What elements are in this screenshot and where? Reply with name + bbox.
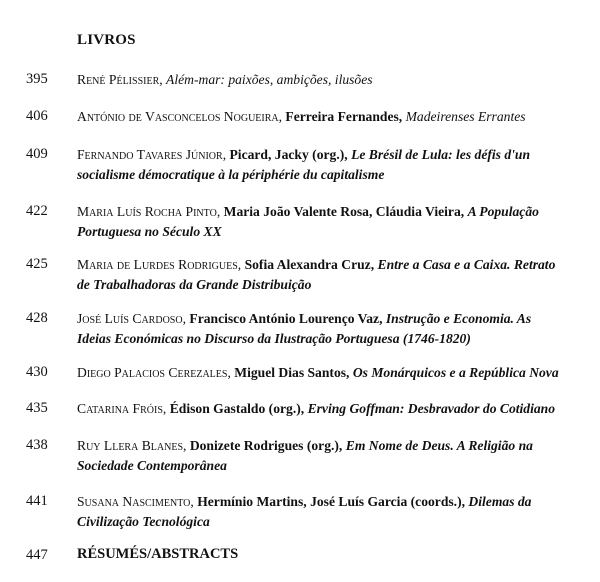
page-number: 425: [26, 256, 48, 272]
entry-text: Diego Palacios Cerezales, Miguel Dias Santos, Os Monárquicos e a República Nova: [77, 365, 559, 380]
page-number: 438: [26, 437, 48, 453]
book-title-line1: Le Brésil de Lula: les défis d'un: [351, 147, 531, 162]
entry-text: René Pélissier, Além-mar: paixões, ambições, ilusões: [77, 72, 373, 87]
entry-text: José Luís Cardoso, Francisco António Lourenço Vaz, Instrução e Economia. As Ideias Económicas no Discurso da Ilustração Portuguesa (1746-1820): [77, 309, 577, 349]
reviewer-name: José Luís Cardoso: [77, 311, 183, 326]
reviewer-name: Susana Nascimento: [77, 494, 191, 509]
reviewer-name: René Pélissier: [77, 72, 160, 87]
entry-text: Maria Luís Rocha Pinto, Maria João Valente Rosa, Cláudia Vieira, A População Portuguesa no Século XX: [77, 202, 577, 242]
page-number: 428: [26, 310, 48, 326]
entry-text: Maria de Lurdes Rodrigues, Sofia Alexandra Cruz, Entre a Casa e a Caixa. Retrato de Trabalhadoras da Grande Distribuição: [77, 255, 577, 295]
book-authors: Maria João Valente Rosa, Cláudia Vieira,: [223, 204, 465, 219]
book-title-line2: Ideias Económicas no Discurso da Ilustração Portuguesa (1746-1820): [77, 331, 471, 346]
book-title-line2: Civilização Tecnológica: [77, 514, 210, 529]
footer-section-title: RÉSUMÉS/ABSTRACTS: [77, 546, 239, 562]
book-title: Erving Goffman: Desbravador do Cotidiano: [307, 401, 556, 416]
book-title: Madeirenses Errantes: [405, 109, 526, 124]
book-title-line1: Em Nome de Deus. A Religião na: [345, 438, 533, 453]
reviewer-name: Catarina Fróis: [77, 401, 163, 416]
page-number: 409: [26, 146, 48, 162]
book-title-line2: socialisme démocratique à la périphérie du capitalisme: [77, 167, 385, 182]
book-title-line2: Portuguesa no Século XX: [77, 224, 222, 239]
footer-page-number: 447: [26, 547, 48, 563]
reviewer-name: Fernando Tavares Júnior: [77, 147, 223, 162]
reviewer-name: António de Vasconcelos Nogueira: [77, 109, 279, 124]
page-number: 430: [26, 364, 48, 380]
page-number: 406: [26, 108, 48, 124]
book-title-line1: Dilemas da: [468, 494, 532, 509]
reviewer-name: Diego Palacios Cerezales: [77, 365, 228, 380]
entry-text: Ruy Llera Blanes, Donizete Rodrigues (org.), Em Nome de Deus. A Religião na Sociedade Contemporânea: [77, 436, 577, 476]
page-number: 422: [26, 203, 48, 219]
book-authors: Miguel Dias Santos,: [234, 365, 350, 380]
book-title-line2: Sociedade Contemporânea: [77, 458, 227, 473]
book-title: Além-mar: paixões, ambições, ilusões: [166, 72, 373, 87]
book-title-line1: Entre a Casa e a Caixa. Retrato: [377, 257, 556, 272]
reviewer-name: Ruy Llera Blanes: [77, 438, 184, 453]
entry-text: Fernando Tavares Júnior, Picard, Jacky (org.), Le Brésil de Lula: les défis d'un socialisme démocratique à la périphérie du capitalisme: [77, 145, 577, 185]
section-title: LIVROS: [77, 32, 136, 48]
book-authors: Hermínio Martins, José Luís Garcia (coords.),: [197, 494, 466, 509]
page-number: 441: [26, 493, 48, 509]
entry-text: Susana Nascimento, Hermínio Martins, José Luís Garcia (coords.), Dilemas da Civilização Tecnológica: [77, 492, 577, 532]
book-authors: Édison Gastaldo (org.),: [169, 401, 305, 416]
book-title-line1: Instrução e Economia. As: [385, 311, 532, 326]
page-number: 395: [26, 71, 48, 87]
book-title: Os Monárquicos e a República Nova: [352, 365, 559, 380]
book-authors: Donizete Rodrigues (org.),: [189, 438, 343, 453]
entry-text: António de Vasconcelos Nogueira, Ferreira Fernandes, Madeirenses Errantes: [77, 109, 526, 124]
book-title-line1: A População: [467, 204, 539, 219]
book-authors: Francisco António Lourenço Vaz,: [189, 311, 383, 326]
book-authors: Sofia Alexandra Cruz,: [244, 257, 375, 272]
reviewer-name: Maria Luís Rocha Pinto: [77, 204, 217, 219]
book-authors: Picard, Jacky (org.),: [229, 147, 348, 162]
entry-text: Catarina Fróis, Édison Gastaldo (org.), Erving Goffman: Desbravador do Cotidiano: [77, 401, 556, 416]
reviewer-name: Maria de Lurdes Rodrigues: [77, 257, 238, 272]
book-title-line2: de Trabalhadoras da Grande Distribuição: [77, 277, 312, 292]
book-authors: Ferreira Fernandes,: [285, 109, 403, 124]
page-number: 435: [26, 400, 48, 416]
